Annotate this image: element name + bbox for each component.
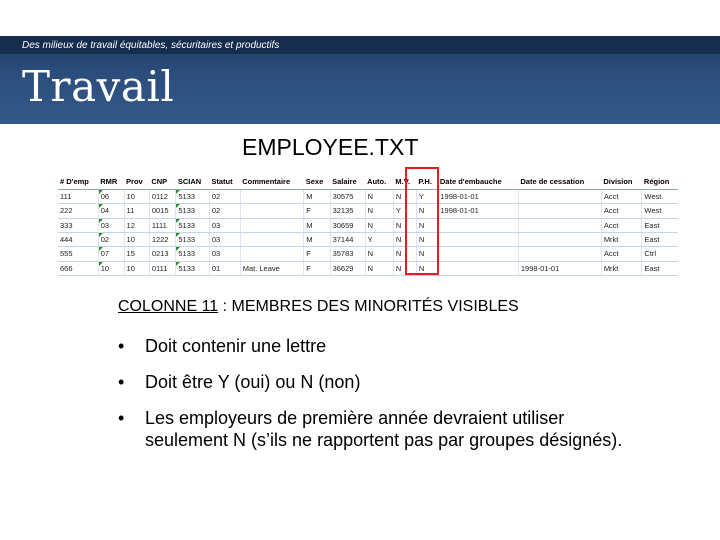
table-cell: 02 (98, 232, 124, 246)
table-cell: West (642, 190, 678, 204)
table-cell: 0015 (149, 204, 176, 218)
table-cell: Mrkt (601, 261, 642, 275)
table-cell: N (365, 190, 393, 204)
bullet-item (118, 407, 638, 451)
table-cell: N (393, 232, 416, 246)
table-header-cell: Division (601, 173, 642, 190)
table-cell: N (365, 204, 393, 218)
table-row (58, 190, 678, 204)
tagline: Des milieux de travail équitables, sécuritaires et productifs (22, 40, 280, 51)
table-cell: N (393, 190, 416, 204)
table-cell: East (642, 261, 678, 275)
table-cell: F (304, 247, 330, 261)
header-banner (0, 36, 720, 124)
table-header-cell: Prov (124, 173, 149, 190)
table-cell: 02 (209, 204, 240, 218)
table-cell: N (416, 218, 438, 232)
table-cell: 10 (98, 261, 124, 275)
table-header-cell: # D'emp (58, 173, 98, 190)
table-row (58, 218, 678, 232)
table-cell: Acct (601, 190, 642, 204)
table-cell: 333 (58, 218, 98, 232)
table-row (58, 261, 678, 275)
table-row (58, 204, 678, 218)
table-cell (438, 232, 519, 246)
table-header-cell: CNP (149, 173, 176, 190)
table-cell: N (393, 247, 416, 261)
table-cell: 1998-01-01 (438, 190, 519, 204)
column-heading-number: COLONNE 11 (118, 298, 219, 315)
table-cell: 35783 (330, 247, 365, 261)
table-cell: 02 (209, 190, 240, 204)
table-cell: F (304, 261, 330, 275)
table-cell (240, 247, 304, 261)
table-cell: 10 (124, 190, 149, 204)
table-cell: N (416, 247, 438, 261)
table-cell: N (416, 204, 438, 218)
table-cell: M (304, 190, 330, 204)
brand-wordmark: Travail (22, 62, 175, 111)
table-cell: N (416, 232, 438, 246)
table-cell: 5133 (176, 204, 209, 218)
table-cell: Y (365, 232, 393, 246)
table-header-cell: Auto. (365, 173, 393, 190)
table-cell: 1222 (149, 232, 176, 246)
table-cell (518, 190, 601, 204)
table-cell: 07 (98, 247, 124, 261)
table-cell: Y (393, 204, 416, 218)
table-cell (438, 218, 519, 232)
table-cell: 111 (58, 190, 98, 204)
table-cell (438, 247, 519, 261)
table-cell (240, 218, 304, 232)
table-cell: Mrkt (601, 232, 642, 246)
table-cell: West (642, 204, 678, 218)
table-cell: 04 (98, 204, 124, 218)
bullet-list (118, 335, 638, 465)
table-cell: 666 (58, 261, 98, 275)
bullet-text: Doit contenir une lettre (145, 336, 327, 356)
table-cell: 1998-01-01 (438, 204, 519, 218)
bullet-text: Les employeurs de première année devraient utiliser seulement N (s’ils ne rapportent pas par groupes désignés). (145, 408, 623, 450)
table-cell: 555 (58, 247, 98, 261)
table-cell: N (416, 261, 438, 275)
table-cell (240, 232, 304, 246)
table-header-cell: RMR (98, 173, 124, 190)
table-cell: 10 (124, 232, 149, 246)
table-cell: 37144 (330, 232, 365, 246)
table-cell: 06 (98, 190, 124, 204)
table-cell: 5133 (176, 247, 209, 261)
table-cell: 12 (124, 218, 149, 232)
bullet-text: Doit être Y (oui) ou N (non) (145, 372, 361, 392)
table-cell: Acct (601, 247, 642, 261)
table-header-cell: Commentaire (240, 173, 304, 190)
table-cell: 03 (209, 232, 240, 246)
table-header-cell: Date d'embauche (438, 173, 519, 190)
table-cell: 03 (98, 218, 124, 232)
table-cell: M (304, 232, 330, 246)
table-cell: 03 (209, 247, 240, 261)
table-cell: 1111 (149, 218, 176, 232)
table-cell: 01 (209, 261, 240, 275)
table-header-cell: P.H. (416, 173, 438, 190)
table-header-cell: Date de cessation (518, 173, 601, 190)
table-header-cell: Sexe (304, 173, 330, 190)
table-cell: 5133 (176, 190, 209, 204)
table-cell: Acct (601, 204, 642, 218)
column-heading-label: : MEMBRES DES MINORITÉS VISIBLES (218, 298, 519, 315)
table-cell: 5133 (176, 261, 209, 275)
tagline-strip (0, 36, 720, 54)
table-header-cell: Salaire (330, 173, 365, 190)
bullet-dot-icon: • (118, 336, 125, 356)
table-cell: F (304, 204, 330, 218)
bullet-dot-icon: • (118, 408, 125, 428)
table-cell (438, 261, 519, 275)
table-cell: M (304, 218, 330, 232)
table-cell: 30659 (330, 218, 365, 232)
employee-table (58, 173, 678, 276)
bullet-item (118, 371, 638, 393)
table-cell: East (642, 232, 678, 246)
table-cell: 10 (124, 261, 149, 275)
table-cell: N (365, 218, 393, 232)
table-cell: 1998-01-01 (518, 261, 601, 275)
table-cell (240, 204, 304, 218)
slide-title: EMPLOYEE.TXT (242, 134, 419, 160)
table-cell: Mat. Leave (240, 261, 304, 275)
table-cell (518, 232, 601, 246)
table-cell: 36629 (330, 261, 365, 275)
table-row (58, 247, 678, 261)
table-cell: Acct (601, 218, 642, 232)
table-cell: 5133 (176, 232, 209, 246)
table-cell: Ctrl (642, 247, 678, 261)
table-header-cell: M.V. (393, 173, 416, 190)
table-cell: 32135 (330, 204, 365, 218)
table-cell: 03 (209, 218, 240, 232)
table-cell: East (642, 218, 678, 232)
table-cell: N (393, 218, 416, 232)
table-cell: 222 (58, 204, 98, 218)
bullet-dot-icon: • (118, 372, 125, 392)
table-cell: 0111 (149, 261, 176, 275)
table-cell (518, 204, 601, 218)
table-row (58, 232, 678, 246)
table-cell: Y (416, 190, 438, 204)
table-cell: 444 (58, 232, 98, 246)
table-cell (240, 190, 304, 204)
table-header-cell: SCIAN (176, 173, 209, 190)
table-cell: 5133 (176, 218, 209, 232)
table-cell: 0112 (149, 190, 176, 204)
table-header-cell: Statut (209, 173, 240, 190)
bullet-item (118, 335, 638, 357)
table-cell: 30575 (330, 190, 365, 204)
table-cell: 11 (124, 204, 149, 218)
table-header-cell: Région (642, 173, 678, 190)
table-cell: 15 (124, 247, 149, 261)
mv-column-highlight (405, 167, 439, 275)
table-cell: N (365, 247, 393, 261)
table-cell (518, 247, 601, 261)
column-heading (118, 298, 519, 316)
table-cell: N (393, 261, 416, 275)
table-cell: 0213 (149, 247, 176, 261)
table-cell (518, 218, 601, 232)
table-cell: N (365, 261, 393, 275)
